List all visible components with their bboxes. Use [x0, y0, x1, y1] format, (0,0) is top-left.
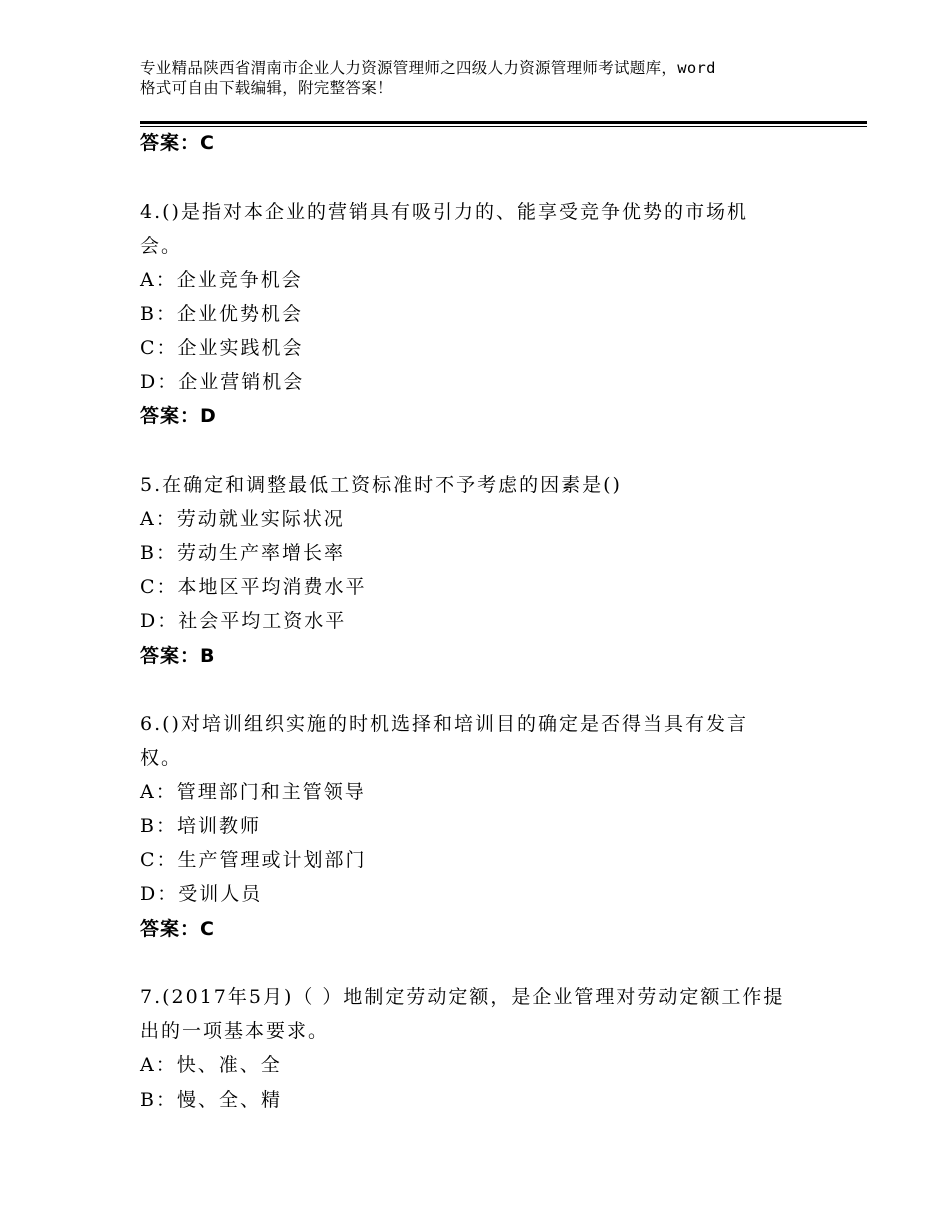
answer-q6: 答案：C [140, 918, 215, 940]
answer-q5: 答案：B [140, 645, 216, 667]
question-5-stem-line-1: 5.在确定和调整最低工资标准时不予考虑的因素是() [140, 474, 622, 496]
header-line-1: 专业精品陕西省渭南市企业人力资源管理师之四级人力资源管理师考试题库，word [140, 59, 716, 77]
question-6-option-c: C：生产管理或计划部门 [140, 849, 367, 871]
question-4-stem-line-1: 4.()是指对本企业的营销具有吸引力的、能享受竞争优势的市场机 [140, 201, 748, 223]
question-4-option-c: C：企业实践机会 [140, 337, 304, 359]
question-6-stem-line-2: 权。 [140, 747, 183, 769]
question-5-option-c: C：本地区平均消费水平 [140, 576, 367, 598]
question-7-option-a: A：快、准、全 [140, 1054, 282, 1076]
question-6-stem-line-1: 6.()对培训组织实施的时机选择和培训目的确定是否得当具有发言 [140, 713, 748, 735]
document-header [140, 58, 830, 98]
question-4-stem-line-2: 会。 [140, 235, 183, 257]
question-7-stem-line-1: 7.(2017年5月)（ ）地制定劳动定额，是企业管理对劳动定额工作提 [140, 986, 785, 1008]
question-7-option-b: B：慢、全、精 [140, 1089, 282, 1111]
question-6-option-d: D：受训人员 [140, 883, 263, 905]
answer-q4: 答案：D [140, 405, 217, 427]
header-divider-thin [140, 126, 867, 127]
question-4-option-d: D：企业营销机会 [140, 371, 305, 393]
header-divider-thick [140, 121, 867, 124]
header-line-2: 格式可自由下载编辑，附完整答案！ [140, 79, 393, 97]
question-5-option-b: B：劳动生产率增长率 [140, 542, 345, 564]
question-4-option-a: A：企业竞争机会 [140, 269, 303, 291]
question-6-option-a: A：管理部门和主管领导 [140, 781, 366, 803]
question-4-option-b: B：企业优势机会 [140, 303, 303, 325]
question-5-option-a: A：劳动就业实际状况 [140, 508, 345, 530]
question-7-stem-line-2: 出的一项基本要求。 [140, 1020, 330, 1042]
question-5-option-d: D：社会平均工资水平 [140, 610, 347, 632]
question-6-option-b: B：培训教师 [140, 815, 261, 837]
answer-q3: 答案：C [140, 132, 215, 154]
